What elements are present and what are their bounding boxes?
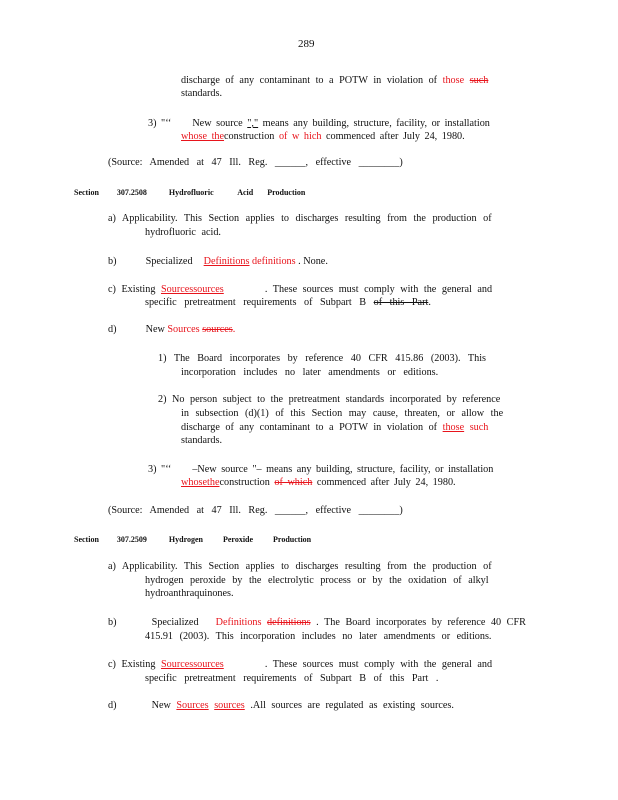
applicability-line: a) Applicability. This Section applies to discharges resulting from the production of bbox=[108, 561, 492, 572]
inserted-text: Sources bbox=[167, 324, 200, 335]
text: specific pretreatment requirements of Subpart B bbox=[145, 297, 367, 308]
text: commenced after July 24, 1980. bbox=[316, 477, 456, 488]
text: commenced after July 24, 1980. bbox=[325, 131, 465, 142]
section-heading bbox=[74, 187, 305, 199]
deleted-text: definitions bbox=[267, 617, 311, 628]
text: . bbox=[232, 324, 236, 335]
text: construction bbox=[219, 477, 270, 488]
inserted-text: those bbox=[442, 75, 465, 86]
inserted-text: whosethe bbox=[181, 477, 220, 488]
text: means any building, structure, facility, or installation bbox=[266, 464, 494, 475]
quote-mark: "," bbox=[247, 118, 259, 129]
text: New source bbox=[192, 118, 243, 129]
item-number: b) bbox=[108, 256, 117, 267]
inserted-text: Definitions bbox=[215, 617, 262, 628]
existing-sources-line bbox=[108, 659, 492, 671]
section-title: Production bbox=[273, 535, 312, 544]
section-number: 307.2509 bbox=[116, 535, 147, 544]
text: discharge of any contaminant to a POTW in violation of bbox=[181, 75, 438, 86]
text: c) Existing bbox=[108, 284, 156, 295]
text: means any building, structure, facility, or installation bbox=[262, 118, 490, 129]
inserted-text: sources bbox=[214, 700, 245, 711]
text: Specialized bbox=[145, 256, 193, 267]
text: construction bbox=[224, 131, 275, 142]
new-source-item bbox=[148, 464, 493, 476]
prohibition-line: in subsection (d)(1) of this Section may cause, threaten, or allow the bbox=[181, 408, 504, 419]
paragraph-line: standards. bbox=[181, 88, 223, 99]
inserted-text: Sourcessources bbox=[160, 284, 224, 295]
paragraph-line bbox=[181, 75, 488, 87]
deleted-text: such bbox=[469, 75, 489, 86]
text: . bbox=[428, 297, 431, 308]
applicability-line: hydrofluoric acid. bbox=[145, 227, 221, 238]
item-number: d) bbox=[108, 700, 117, 711]
item-number: 3) "‘‘ bbox=[148, 118, 172, 129]
section-title: Acid bbox=[237, 188, 254, 197]
deleted-text: of which bbox=[274, 477, 313, 488]
text: discharge of any contaminant to a POTW in violation of bbox=[181, 422, 438, 433]
deleted-text: sources bbox=[202, 324, 233, 335]
inserted-text: Definitions bbox=[203, 256, 250, 267]
section-title: Production bbox=[267, 188, 306, 197]
inserted-text: of w hich bbox=[278, 131, 322, 142]
definitions-line bbox=[108, 617, 526, 629]
section-title: Hydrofluoric bbox=[168, 188, 214, 197]
prohibition-line bbox=[181, 422, 488, 434]
text: . None. bbox=[298, 256, 328, 267]
prohibition-line: 2) No person subject to the pretreatment standards incorporated by reference bbox=[158, 394, 501, 405]
text: –New source bbox=[192, 464, 248, 475]
inserted-text: Sourcessources bbox=[160, 659, 224, 670]
applicability-line: hydroanthraquinones. bbox=[145, 588, 234, 599]
prohibition-line: standards. bbox=[181, 435, 223, 446]
existing-sources-line bbox=[108, 284, 492, 296]
section-title: Hydrogen bbox=[168, 535, 203, 544]
new-source-item-line bbox=[181, 131, 465, 143]
text: c) Existing bbox=[108, 659, 156, 670]
item-number: 3) "‘‘ bbox=[148, 464, 172, 475]
text: New bbox=[151, 700, 171, 711]
incorporation-line: incorporation includes no later amendments or editions. bbox=[181, 367, 439, 378]
text: . These sources must comply with the general and bbox=[264, 659, 493, 670]
section-title: Peroxide bbox=[222, 535, 254, 544]
inserted-text: whose the bbox=[181, 131, 225, 142]
new-sources-line bbox=[108, 324, 235, 336]
text: . The Board incorporates by reference 40 CFR bbox=[316, 617, 526, 628]
source-note: (Source: Amended at 47 Ill. Reg. ______, effective ________) bbox=[108, 505, 403, 516]
text: . These sources must comply with the general and bbox=[264, 284, 493, 295]
section-label: Section bbox=[74, 535, 99, 544]
section-number: 307.2508 bbox=[116, 188, 147, 197]
incorporation-line: 1) The Board incorporates by reference 40 CFR 415.86 (2003). This bbox=[158, 353, 487, 364]
source-note: (Source: Amended at 47 Ill. Reg. ______, effective ________) bbox=[108, 157, 403, 168]
page-number: 289 bbox=[298, 38, 315, 50]
quote-mark: "– bbox=[252, 464, 262, 475]
existing-sources-line: specific pretreatment requirements of Subpart B of this Part . bbox=[145, 673, 439, 684]
inserted-text: Sources bbox=[176, 700, 209, 711]
section-label: Section bbox=[74, 188, 99, 197]
new-sources-line bbox=[108, 700, 454, 712]
definitions-line: 415.91 (2003). This incorporation includes no later amendments or editions. bbox=[145, 631, 492, 642]
text: Specialized bbox=[151, 617, 199, 628]
applicability-line: a) Applicability. This Section applies to discharges resulting from the production of bbox=[108, 213, 492, 224]
new-source-item-line bbox=[181, 477, 456, 489]
text: New bbox=[145, 324, 165, 335]
inserted-text: those bbox=[442, 422, 465, 433]
applicability-line: hydrogen peroxide by the electrolytic process or by the oxidation of alkyl bbox=[145, 575, 489, 586]
item-number: b) bbox=[108, 617, 117, 628]
definitions-line bbox=[108, 256, 328, 268]
section-heading bbox=[74, 534, 311, 546]
existing-sources-line bbox=[145, 297, 431, 309]
new-source-item bbox=[148, 118, 490, 130]
text: .All sources are regulated as existing sources. bbox=[250, 700, 454, 711]
deleted-text: definitions bbox=[252, 256, 296, 267]
deleted-text: such bbox=[469, 422, 489, 433]
item-number: d) bbox=[108, 324, 117, 335]
deleted-text: of this Part bbox=[373, 297, 429, 308]
